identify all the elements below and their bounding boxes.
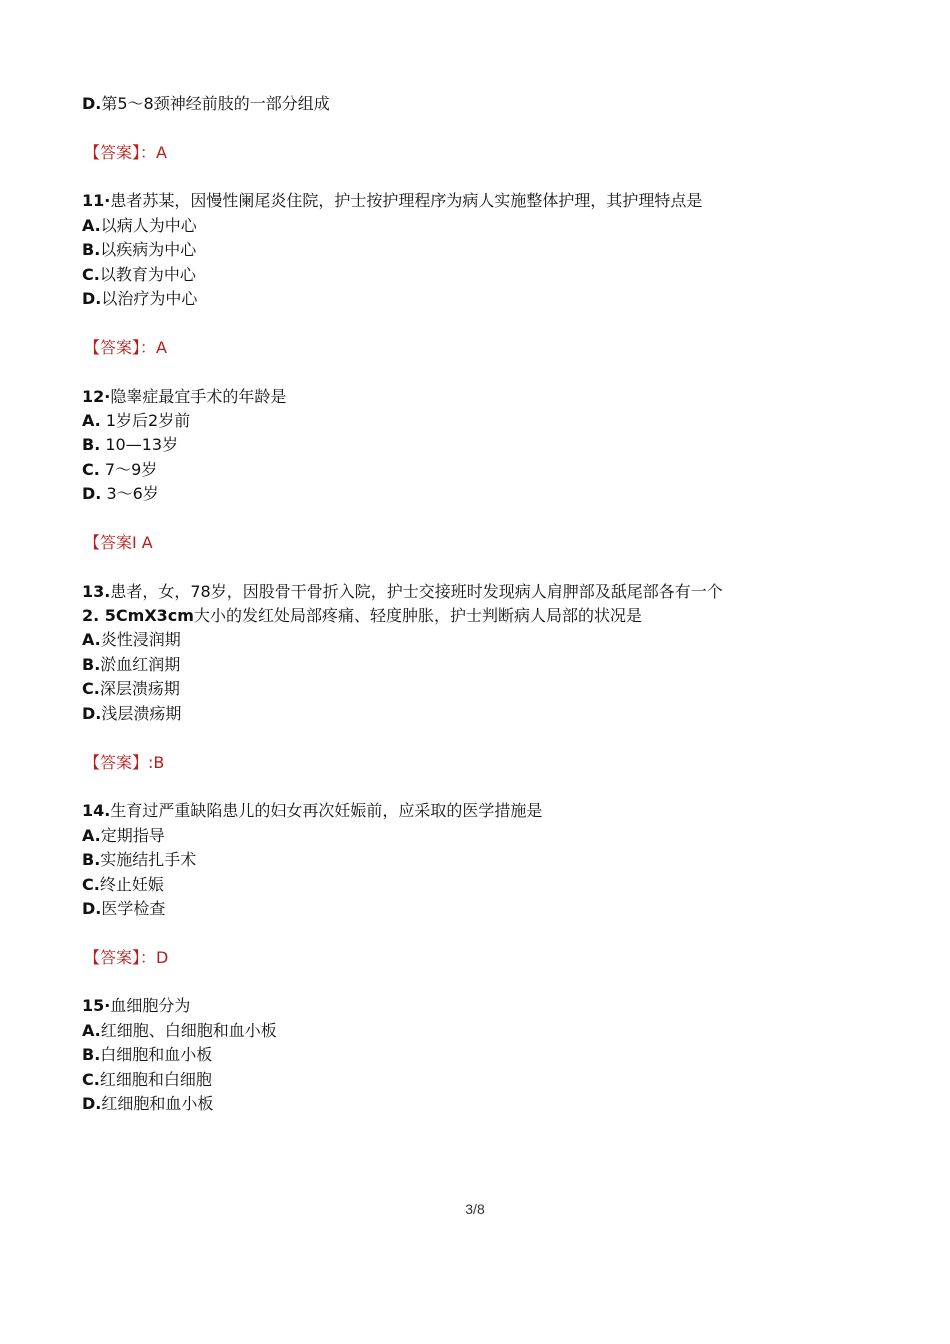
- option-letter: D.: [82, 1094, 102, 1113]
- answer-line: 【答案】:B: [84, 753, 165, 772]
- option-line: [82, 898, 165, 920]
- question-line: [82, 800, 542, 822]
- option-letter: B.: [82, 655, 101, 674]
- option-text: 1岁后2岁前: [100, 411, 191, 430]
- option-letter: B.: [82, 850, 101, 869]
- option-line: [82, 703, 181, 725]
- option-text: 第5〜8颈神经前肢的一部分组成: [101, 94, 330, 113]
- option-text: 以病人为中心: [100, 216, 197, 235]
- question-text: 血细胞分为: [110, 996, 191, 1015]
- option-text: 7〜9岁: [99, 460, 158, 479]
- option-text: 以治疗为中心: [101, 289, 198, 308]
- option-letter: C.: [82, 679, 100, 698]
- option-letter: C.: [82, 265, 100, 284]
- question-text: 生育过严重缺陷患儿的妇女再次妊娠前，应采取的医学措施是: [110, 801, 543, 820]
- option-text: 定期指导: [100, 826, 165, 845]
- question-number: 2. 5CmX3cm: [82, 606, 194, 625]
- option-text: 浅层溃疡期: [101, 704, 182, 723]
- option-text: 3〜6岁: [101, 484, 159, 503]
- answer-line: 【答案】：A: [84, 338, 167, 357]
- option-text: 实施结扎手术: [100, 850, 197, 869]
- option-line: [82, 874, 164, 896]
- question-text: 大小的发红处局部疼痛、轻度肿胀，护士判断病人局部的状况是: [193, 606, 642, 625]
- option-letter: C.: [82, 875, 100, 894]
- option-line: [82, 678, 180, 700]
- option-line: [82, 629, 181, 651]
- option-text: 淤血红润期: [100, 655, 181, 674]
- question-text: 患者苏某，因慢性阑尾炎住院，护士按护理程序为病人实施整体护理，其护理特点是: [110, 191, 703, 210]
- option-text: 白细胞和血小板: [100, 1045, 213, 1064]
- option-line: [82, 849, 196, 871]
- option-text: 红细胞、白细胞和血小板: [100, 1021, 277, 1040]
- option-text: 炎性浸润期: [100, 630, 181, 649]
- option-line: [82, 825, 165, 847]
- option-letter: B.: [82, 435, 101, 454]
- question-number: 11·: [82, 191, 111, 210]
- option-letter: C.: [82, 460, 100, 479]
- option-letter: D.: [82, 484, 102, 503]
- option-text: 红细胞和白细胞: [99, 1070, 212, 1089]
- option-line: [82, 93, 330, 115]
- question-number: 12·: [82, 387, 111, 406]
- question-line: [82, 190, 702, 212]
- option-line: [82, 288, 197, 310]
- question-text: 患者，女，78岁，因股骨干骨折入院，护士交接班时发现病人肩胛部及舐尾部各有一个: [110, 582, 723, 601]
- option-letter: A.: [82, 411, 101, 430]
- answer-line: 【答案】：A: [84, 143, 167, 162]
- option-line: [82, 410, 190, 432]
- option-text: 红细胞和血小板: [101, 1094, 214, 1113]
- option-letter: A.: [82, 1021, 101, 1040]
- option-letter: B.: [82, 1045, 101, 1064]
- page-number: 3/8: [465, 1201, 485, 1217]
- answer-line: 【答案I A: [84, 533, 153, 552]
- option-line: [82, 459, 157, 481]
- question-text: 隐睾症最宜手术的年龄是: [110, 387, 287, 406]
- option-line: [82, 1020, 277, 1042]
- option-line: [82, 1069, 212, 1091]
- answer-line: 【答案】：D: [84, 948, 169, 967]
- option-letter: A.: [82, 826, 101, 845]
- option-line: [82, 239, 196, 261]
- option-text: 以疾病为中心: [100, 240, 197, 259]
- option-letter: A.: [82, 216, 101, 235]
- option-letter: A.: [82, 630, 101, 649]
- option-letter: D.: [82, 289, 102, 308]
- question-number: 15·: [82, 996, 111, 1015]
- option-line: [82, 264, 196, 286]
- option-letter: D.: [82, 94, 102, 113]
- option-letter: D.: [82, 704, 102, 723]
- option-text: 以教育为中心: [99, 265, 196, 284]
- option-text: 10—13岁: [100, 435, 179, 454]
- option-letter: D.: [82, 899, 102, 918]
- option-line: [82, 215, 197, 237]
- option-line: [82, 654, 180, 676]
- option-line: [82, 1044, 212, 1066]
- option-text: 医学检查: [101, 899, 166, 918]
- option-line: [82, 483, 159, 505]
- option-letter: C.: [82, 1070, 100, 1089]
- option-text: 终止妊娠: [99, 875, 164, 894]
- question-number: 14.: [82, 801, 111, 820]
- question-line: [82, 581, 723, 603]
- option-line: [82, 434, 178, 456]
- question-line: [82, 995, 190, 1017]
- option-line: [82, 1093, 213, 1115]
- question-line: [82, 605, 642, 627]
- question-number: 13.: [82, 582, 111, 601]
- question-line: [82, 386, 286, 408]
- option-text: 深层溃疡期: [99, 679, 180, 698]
- option-letter: B.: [82, 240, 101, 259]
